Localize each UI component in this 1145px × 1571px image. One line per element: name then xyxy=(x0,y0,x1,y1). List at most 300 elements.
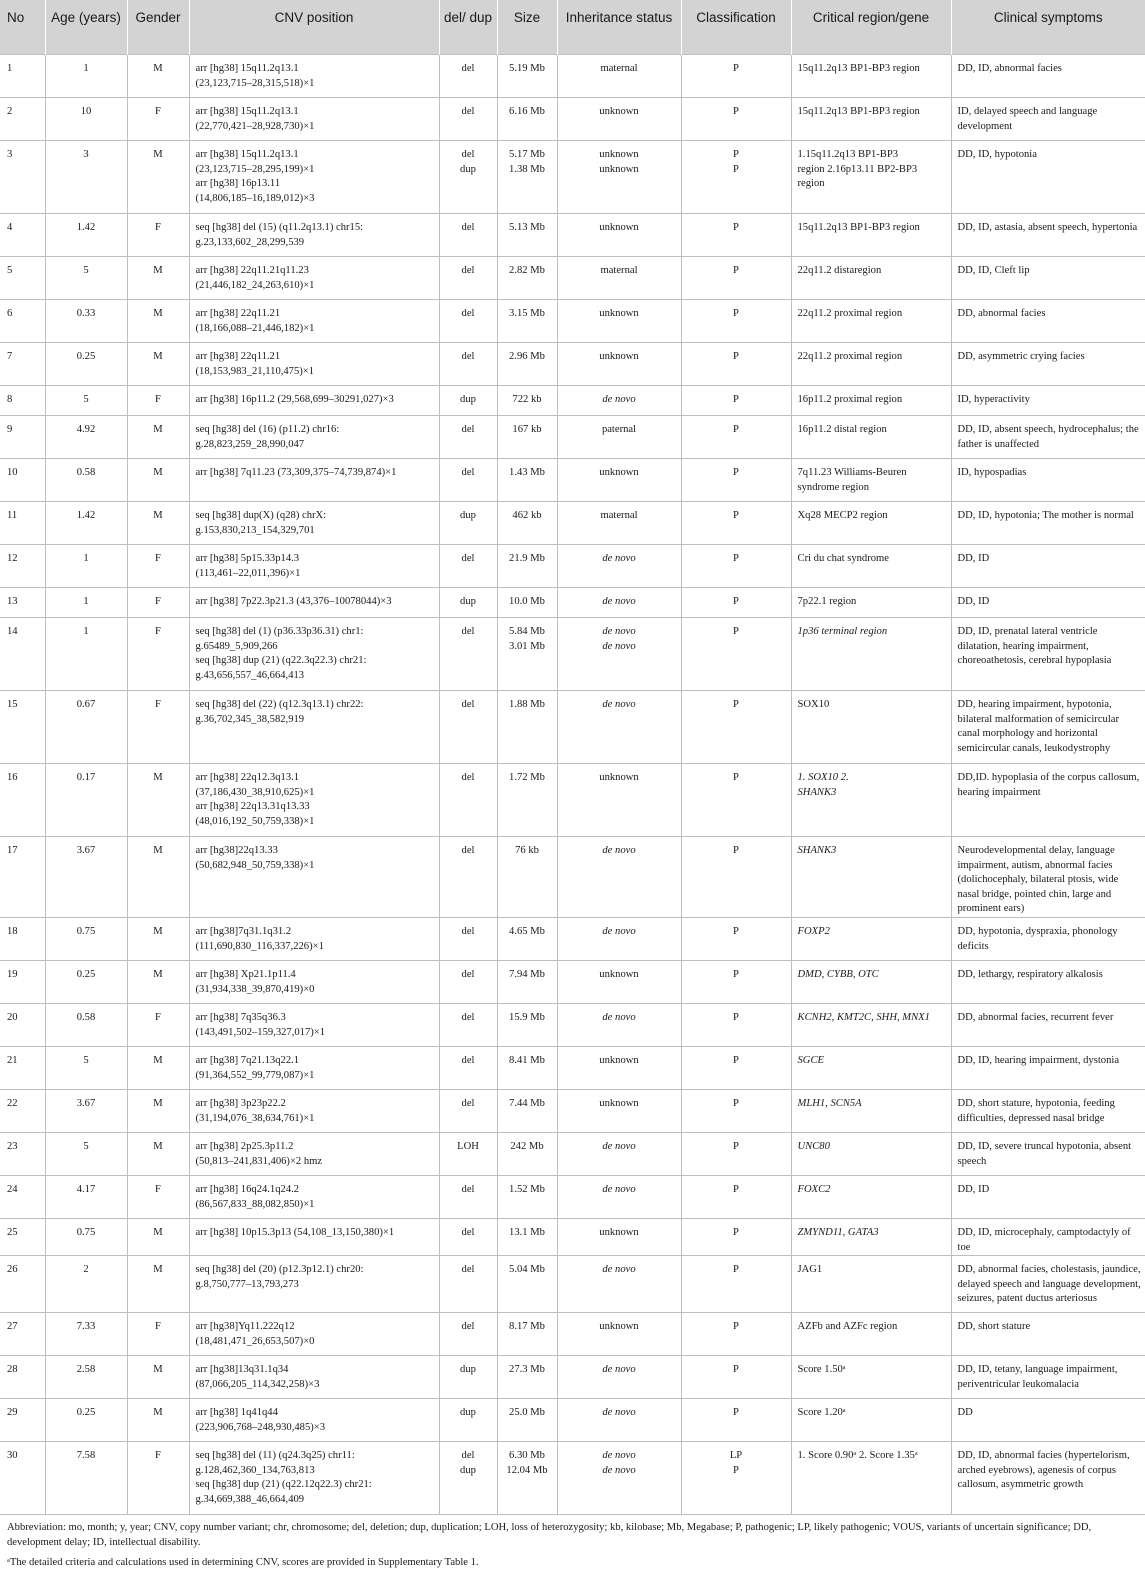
cell-line: (48,016,192_50,759,338)×1 xyxy=(195,815,315,827)
col-header-inheritance: Inheritance status xyxy=(557,0,681,55)
cell-cnv-position xyxy=(189,1003,439,1046)
cell-classification xyxy=(681,1218,791,1255)
cell-age: 0.25 xyxy=(45,343,127,386)
cell-no: 7 xyxy=(0,343,45,386)
cell-no: 18 xyxy=(0,917,45,960)
table-row xyxy=(0,588,1145,618)
cell-line: P xyxy=(733,1011,739,1023)
cell-size xyxy=(497,1003,557,1046)
cell-size xyxy=(497,1132,557,1175)
cell-size xyxy=(497,502,557,545)
cell-cnv-position xyxy=(189,1175,439,1218)
cell-cnv-position xyxy=(189,764,439,837)
cell-line: seq [hg38] del (20) (p12.3p12.1) chr20: xyxy=(195,1264,364,1276)
region-text: 22q11.2 distaregion xyxy=(797,265,882,276)
cell-del-dup xyxy=(439,300,497,343)
cell-classification xyxy=(681,1132,791,1175)
region-text: 1.15q11.2q13 BP1-BP3 region 2.16p13.11 BP2-BP3 region xyxy=(797,149,918,190)
table-row xyxy=(0,1313,1145,1356)
cell-cnv-position xyxy=(189,837,439,918)
cell-line: g.8,750,777–13,793,273 xyxy=(195,1278,299,1290)
cell-line: 1.43 Mb xyxy=(509,467,545,478)
cell-line: del xyxy=(461,1183,475,1195)
cell-cnv-position xyxy=(189,1399,439,1442)
cell-no: 5 xyxy=(0,257,45,300)
cell-line: dup xyxy=(460,394,476,405)
cell-line: g.36,702,345_38,582,919 xyxy=(195,713,305,725)
cell-line: arr [hg38]7q31.1q31.2 xyxy=(195,925,292,937)
cell-line: P xyxy=(733,265,739,276)
cell-line: P xyxy=(733,1054,739,1066)
cell-age: 1 xyxy=(45,588,127,618)
cell-inheritance xyxy=(557,837,681,918)
cell-inheritance xyxy=(557,917,681,960)
cell-del-dup xyxy=(439,343,497,386)
cell-del-dup xyxy=(439,416,497,459)
cell-line: dup xyxy=(460,163,476,175)
cell-line: unknown xyxy=(599,968,639,980)
cell-inheritance xyxy=(557,1256,681,1313)
cell-no: 22 xyxy=(0,1089,45,1132)
table-row xyxy=(0,764,1145,837)
cell-critical-region xyxy=(791,1218,951,1255)
cell-line: 25.0 Mb xyxy=(509,1407,545,1419)
cell-line: 10.0 Mb xyxy=(509,596,545,607)
cell-line: 15.9 Mb xyxy=(509,1011,545,1023)
cell-gender: F xyxy=(127,618,189,691)
cell-line: maternal xyxy=(600,265,638,276)
cell-gender: F xyxy=(127,386,189,416)
cell-gender: F xyxy=(127,691,189,764)
region-text: 15q11.2q13 BP1-BP3 region xyxy=(797,222,920,233)
cell-classification xyxy=(681,764,791,837)
cell-symptoms: DD, ID xyxy=(951,588,1145,618)
cell-line: arr [hg38] 2p25.3p11.2 xyxy=(195,1140,294,1152)
table-row xyxy=(0,691,1145,764)
cell-critical-region xyxy=(791,1089,951,1132)
cell-size xyxy=(497,1356,557,1399)
cell-line: LP xyxy=(729,1450,743,1462)
cell-line: (50,682,948_50,759,338)×1 xyxy=(195,859,315,871)
region-text: 15q11.2q13 BP1-BP3 region xyxy=(797,106,920,117)
region-text: 7p22.1 region xyxy=(797,596,857,607)
cell-line: P xyxy=(733,1097,739,1109)
cell-symptoms: ID, delayed speech and language development xyxy=(951,98,1145,141)
cell-line: P xyxy=(733,699,739,710)
cell-age: 1 xyxy=(45,545,127,588)
cell-line: arr [hg38] 3p23p22.2 xyxy=(195,1097,286,1109)
cell-age: 4.17 xyxy=(45,1175,127,1218)
cell-no: 30 xyxy=(0,1442,45,1515)
cell-line: seq [hg38] del (11) (q24.3q25) chr11: xyxy=(195,1450,355,1462)
cell-line: de novo xyxy=(602,1450,636,1462)
cell-symptoms: DD, ID, hypotonia; The mother is normal xyxy=(951,502,1145,545)
cell-cnv-position xyxy=(189,459,439,502)
cell-classification xyxy=(681,1313,791,1356)
cell-symptoms: DD, ID, severe truncal hypotonia, absent speech xyxy=(951,1132,1145,1175)
cell-cnv-position xyxy=(189,545,439,588)
cell-symptoms: DD, ID, prenatal lateral ventricle dilatation, hearing impairment, choreoathetosis, cerebral hypoplasia xyxy=(951,618,1145,691)
cell-inheritance xyxy=(557,55,681,98)
cell-age: 2.58 xyxy=(45,1356,127,1399)
cell-line: P xyxy=(733,1464,739,1476)
cell-line: 27.3 Mb xyxy=(509,1364,545,1376)
region-text: SOX10 xyxy=(797,699,830,710)
cell-gender: M xyxy=(127,416,189,459)
cell-line: arr [hg38] 22q12.3q13.1 xyxy=(195,772,300,783)
table-row xyxy=(0,1256,1145,1313)
cell-line: (50,813–241,831,406)×2 hmz xyxy=(195,1155,323,1167)
cell-line: arr [hg38] 16p13.11 xyxy=(195,178,281,190)
cell-line: arr [hg38] 22q11.21q11.23 xyxy=(195,265,309,276)
cell-line: P xyxy=(733,106,739,117)
cell-symptoms: DD, short stature, hypotonia, feeding difficulties, depressed nasal bridge xyxy=(951,1089,1145,1132)
cell-line: (113,461–22,011,396)×1 xyxy=(195,567,301,579)
cell-del-dup xyxy=(439,691,497,764)
col-header-critical-region: Critical region/gene xyxy=(791,0,951,55)
cell-line: (31,194,076_38,634,761)×1 xyxy=(195,1112,315,1124)
table-row xyxy=(0,300,1145,343)
cell-line: (86,567,833_88,082,850)×1 xyxy=(195,1198,315,1210)
cell-age: 5 xyxy=(45,1132,127,1175)
cell-size xyxy=(497,386,557,416)
cell-line: del xyxy=(461,699,475,710)
table-row xyxy=(0,1218,1145,1255)
cell-line: 12.04 Mb xyxy=(506,1464,548,1476)
cell-gender: F xyxy=(127,1313,189,1356)
cell-line: arr [hg38] 15q11.2q13.1 xyxy=(195,63,299,74)
cell-line: de novo xyxy=(602,626,636,637)
cell-age: 1 xyxy=(45,55,127,98)
cell-gender: M xyxy=(127,141,189,214)
cell-line: 7.94 Mb xyxy=(509,968,545,980)
table-row xyxy=(0,960,1145,1003)
cell-line: 76 kb xyxy=(515,845,539,856)
region-text: Score 1.50ᵃ xyxy=(797,1364,846,1376)
region-text: KCNH2, KMT2C, SHH, MNX1 xyxy=(797,1011,930,1023)
cell-line: del xyxy=(461,149,475,160)
cell-line: de novo xyxy=(602,394,636,405)
cell-line: seq [hg38] del (15) (q11.2q13.1) chr15: xyxy=(195,222,364,233)
cell-line: 2.96 Mb xyxy=(509,351,545,362)
cell-del-dup xyxy=(439,1356,497,1399)
cell-critical-region xyxy=(791,1399,951,1442)
cell-line: arr [hg38]22q13.33 xyxy=(195,845,278,856)
cell-inheritance xyxy=(557,502,681,545)
cell-size xyxy=(497,588,557,618)
cell-line: P xyxy=(733,626,739,637)
cell-inheritance xyxy=(557,1046,681,1089)
cell-line: arr [hg38] 15q11.2q13.1 xyxy=(195,149,299,160)
cell-inheritance xyxy=(557,1313,681,1356)
cell-line: 462 kb xyxy=(512,510,542,521)
cell-cnv-position xyxy=(189,98,439,141)
cell-line: dup xyxy=(460,596,476,607)
cell-line: unknown xyxy=(599,467,639,478)
cell-symptoms: DD, ID, astasia, absent speech, hypertonia xyxy=(951,214,1145,257)
cell-critical-region xyxy=(791,1442,951,1515)
col-header-cnv-position: CNV position xyxy=(189,0,439,55)
cell-size xyxy=(497,1399,557,1442)
cell-critical-region xyxy=(791,416,951,459)
cell-line: g.34,669,388_46,664,409 xyxy=(195,1493,305,1505)
table-row xyxy=(0,416,1145,459)
cell-line: P xyxy=(733,925,739,937)
table-footnotes xyxy=(0,1515,1145,1571)
cell-critical-region xyxy=(791,386,951,416)
cell-line: 8.17 Mb xyxy=(509,1321,545,1333)
cell-cnv-position xyxy=(189,1218,439,1255)
cell-age: 3 xyxy=(45,141,127,214)
cell-inheritance xyxy=(557,257,681,300)
cell-cnv-position xyxy=(189,691,439,764)
cell-size xyxy=(497,691,557,764)
cell-line: 6.16 Mb xyxy=(509,106,545,117)
cell-age: 4.92 xyxy=(45,416,127,459)
cell-cnv-position xyxy=(189,960,439,1003)
cell-symptoms: DD, short stature xyxy=(951,1313,1145,1356)
cell-symptoms: DD, ID, microcephaly, camptodactyly of toe xyxy=(951,1218,1145,1255)
cell-del-dup xyxy=(439,257,497,300)
cell-line: del xyxy=(461,1054,475,1066)
cell-line: 1.88 Mb xyxy=(509,699,545,710)
cell-no: 23 xyxy=(0,1132,45,1175)
cell-no: 16 xyxy=(0,764,45,837)
cell-classification xyxy=(681,1356,791,1399)
cell-size xyxy=(497,459,557,502)
region-text: 1p36 terminal region xyxy=(797,626,888,637)
region-text: SHANK3 xyxy=(797,845,837,856)
region-text: Score 1.20ᵃ xyxy=(797,1407,846,1419)
cell-line: unknown xyxy=(599,308,639,319)
table-row xyxy=(0,502,1145,545)
cell-inheritance xyxy=(557,545,681,588)
cell-cnv-position xyxy=(189,1089,439,1132)
col-header-del-dup: del/ dup xyxy=(439,0,497,55)
cell-del-dup xyxy=(439,214,497,257)
cell-symptoms: DD, abnormal facies, cholestasis, jaundice, delayed speech and language development, seizures, patent ductus arteriosus xyxy=(951,1256,1145,1313)
cell-line: P xyxy=(733,845,739,856)
cell-line: 167 kb xyxy=(512,424,542,435)
cell-symptoms: DD, hearing impairment, hypotonia, bilateral malformation of semicircular canal morphology and horizontal semicircular canals, leukodystrophy xyxy=(951,691,1145,764)
cell-critical-region xyxy=(791,1132,951,1175)
table-row xyxy=(0,1089,1145,1132)
table-row xyxy=(0,618,1145,691)
cell-line: LOH xyxy=(457,1140,479,1152)
cell-gender: F xyxy=(127,1003,189,1046)
cell-line: de novo xyxy=(602,1011,636,1023)
cell-symptoms: DD, ID, hypotonia xyxy=(951,141,1145,214)
cell-age: 7.58 xyxy=(45,1442,127,1515)
cell-critical-region xyxy=(791,691,951,764)
table-row xyxy=(0,545,1145,588)
cell-age: 5 xyxy=(45,386,127,416)
cell-gender: M xyxy=(127,1356,189,1399)
cell-cnv-position xyxy=(189,141,439,214)
cell-classification xyxy=(681,343,791,386)
cell-critical-region xyxy=(791,960,951,1003)
table-row xyxy=(0,1046,1145,1089)
cell-no: 11 xyxy=(0,502,45,545)
cell-cnv-position xyxy=(189,55,439,98)
cell-cnv-position xyxy=(189,917,439,960)
cell-gender: M xyxy=(127,917,189,960)
table-row xyxy=(0,917,1145,960)
cell-line: (18,481,471_26,653,507)×0 xyxy=(195,1335,315,1347)
cell-del-dup xyxy=(439,960,497,1003)
cell-line: arr [hg38] 10p15.3p13 (54,108_13,150,380)×1 xyxy=(195,1226,395,1238)
cell-line: 1.72 Mb xyxy=(509,772,545,783)
cell-no: 19 xyxy=(0,960,45,1003)
cell-size xyxy=(497,837,557,918)
cell-symptoms: Neurodevelopmental delay, language impairment, autism, abnormal facies (dolichocephaly, bilateral ptosis, wide nasal bridge, pointed chin, large and prominent ears) xyxy=(951,837,1145,918)
cell-line: 3.01 Mb xyxy=(509,640,545,652)
cell-age: 1.42 xyxy=(45,502,127,545)
cell-classification xyxy=(681,1046,791,1089)
cell-del-dup xyxy=(439,1003,497,1046)
cell-line: (111,690,830_116,337,226)×1 xyxy=(195,940,324,952)
cell-line: 13.1 Mb xyxy=(509,1226,545,1238)
table-row xyxy=(0,1442,1145,1515)
cell-size xyxy=(497,141,557,214)
cell-gender: M xyxy=(127,1256,189,1313)
score-footnote: ᵃThe detailed criteria and calculations used in determining CNV, scores are provided in Supplementary Table 1. xyxy=(7,1557,479,1569)
cell-symptoms: ID, hypospadias xyxy=(951,459,1145,502)
cell-line: 5.04 Mb xyxy=(509,1264,545,1276)
cell-classification xyxy=(681,960,791,1003)
cell-gender: F xyxy=(127,1442,189,1515)
cell-line: de novo xyxy=(602,1183,636,1195)
cell-line: de novo xyxy=(602,845,636,856)
cell-inheritance xyxy=(557,1132,681,1175)
cell-size xyxy=(497,257,557,300)
cell-line: 722 kb xyxy=(512,394,542,405)
cell-age: 1.42 xyxy=(45,214,127,257)
cell-inheritance xyxy=(557,300,681,343)
cell-no: 21 xyxy=(0,1046,45,1089)
cell-age: 0.67 xyxy=(45,691,127,764)
cell-line: P xyxy=(733,1140,739,1152)
table-row xyxy=(0,386,1145,416)
cell-line: unknown xyxy=(599,351,639,362)
cell-line: arr [hg38] 1q41q44 xyxy=(195,1407,278,1419)
cell-line: de novo xyxy=(602,1264,636,1276)
cell-line: del xyxy=(461,308,475,319)
cell-cnv-position xyxy=(189,386,439,416)
cell-line: (18,153,983_21,110,475)×1 xyxy=(195,365,315,377)
cell-line: de novo xyxy=(602,1407,636,1419)
cell-line: del xyxy=(461,553,475,564)
cell-cnv-position xyxy=(189,1256,439,1313)
cell-line: 6.30 Mb xyxy=(509,1450,545,1462)
cell-line: arr [hg38] 7q35q36.3 xyxy=(195,1011,286,1023)
cell-no: 4 xyxy=(0,214,45,257)
cell-no: 1 xyxy=(0,55,45,98)
cell-gender: F xyxy=(127,98,189,141)
cell-gender: M xyxy=(127,55,189,98)
cell-line: paternal xyxy=(601,424,637,435)
cell-size xyxy=(497,1442,557,1515)
cell-line: P xyxy=(733,772,739,783)
cell-classification xyxy=(681,257,791,300)
cell-line: de novo xyxy=(602,1364,636,1376)
cell-line: unknown xyxy=(599,772,639,783)
region-text: AZFb and AZFc region xyxy=(797,1321,898,1333)
cell-inheritance xyxy=(557,416,681,459)
cell-no: 9 xyxy=(0,416,45,459)
region-text: DMD, CYBB, OTC xyxy=(797,968,879,980)
cell-line: del xyxy=(461,1097,475,1109)
cell-line: P xyxy=(733,308,739,319)
cell-size xyxy=(497,618,557,691)
cell-gender: M xyxy=(127,257,189,300)
cell-line: del xyxy=(461,1321,475,1333)
cell-no: 15 xyxy=(0,691,45,764)
cell-age: 0.25 xyxy=(45,1399,127,1442)
cell-gender: M xyxy=(127,300,189,343)
cell-no: 26 xyxy=(0,1256,45,1313)
cell-classification xyxy=(681,55,791,98)
cell-no: 3 xyxy=(0,141,45,214)
cell-gender: M xyxy=(127,502,189,545)
cell-age: 5 xyxy=(45,1046,127,1089)
cell-del-dup xyxy=(439,545,497,588)
cell-del-dup xyxy=(439,1399,497,1442)
cell-line: del xyxy=(461,351,475,362)
cell-size xyxy=(497,1046,557,1089)
cell-del-dup xyxy=(439,1218,497,1255)
cell-line: P xyxy=(733,63,739,74)
cell-symptoms: DD, hypotonia, dyspraxia, phonology deficits xyxy=(951,917,1145,960)
cell-age: 0.75 xyxy=(45,917,127,960)
cell-inheritance xyxy=(557,1175,681,1218)
cell-gender: M xyxy=(127,1046,189,1089)
cell-size xyxy=(497,416,557,459)
cell-line: (23,123,715–28,315,518)×1 xyxy=(195,77,315,89)
cell-line: (37,186,430_38,910,625)×1 xyxy=(195,786,315,798)
table-row xyxy=(0,1356,1145,1399)
cell-line: 8.41 Mb xyxy=(509,1054,545,1066)
region-text: 22q11.2 proximal region xyxy=(797,308,903,319)
cell-classification xyxy=(681,1003,791,1046)
cell-line: del xyxy=(461,772,475,783)
cell-line: (18,166,088–21,446,182)×1 xyxy=(195,322,315,334)
cell-cnv-position xyxy=(189,502,439,545)
cell-cnv-position xyxy=(189,214,439,257)
cell-cnv-position xyxy=(189,1442,439,1515)
region-text: JAG1 xyxy=(797,1264,823,1276)
col-header-age: Age (years) xyxy=(45,0,127,55)
cell-age: 0.58 xyxy=(45,459,127,502)
cell-line: seq [hg38] dup (21) (q22.12q22.3) chr21: xyxy=(195,1479,372,1491)
cell-classification xyxy=(681,459,791,502)
cell-symptoms: DD,ID. hypoplasia of the corpus callosum, hearing impairment xyxy=(951,764,1145,837)
cell-line: unknown xyxy=(599,1054,639,1066)
cell-line: del xyxy=(461,626,475,637)
cell-gender: M xyxy=(127,837,189,918)
cell-line: arr [hg38] 22q13.31q13.33 xyxy=(195,801,310,813)
cell-line: arr [hg38] 16p11.2 (29,568,699–30291,027)×3 xyxy=(195,394,394,405)
cell-age: 10 xyxy=(45,98,127,141)
cell-line: del xyxy=(461,845,475,856)
cell-classification xyxy=(681,416,791,459)
col-header-no: No xyxy=(0,0,45,55)
cell-line: del xyxy=(461,467,475,478)
cell-size xyxy=(497,55,557,98)
cell-critical-region xyxy=(791,837,951,918)
cell-line: g.65489_5,909,266 xyxy=(195,640,278,652)
cell-line: g.28,823,259_28,990,047 xyxy=(195,438,305,450)
